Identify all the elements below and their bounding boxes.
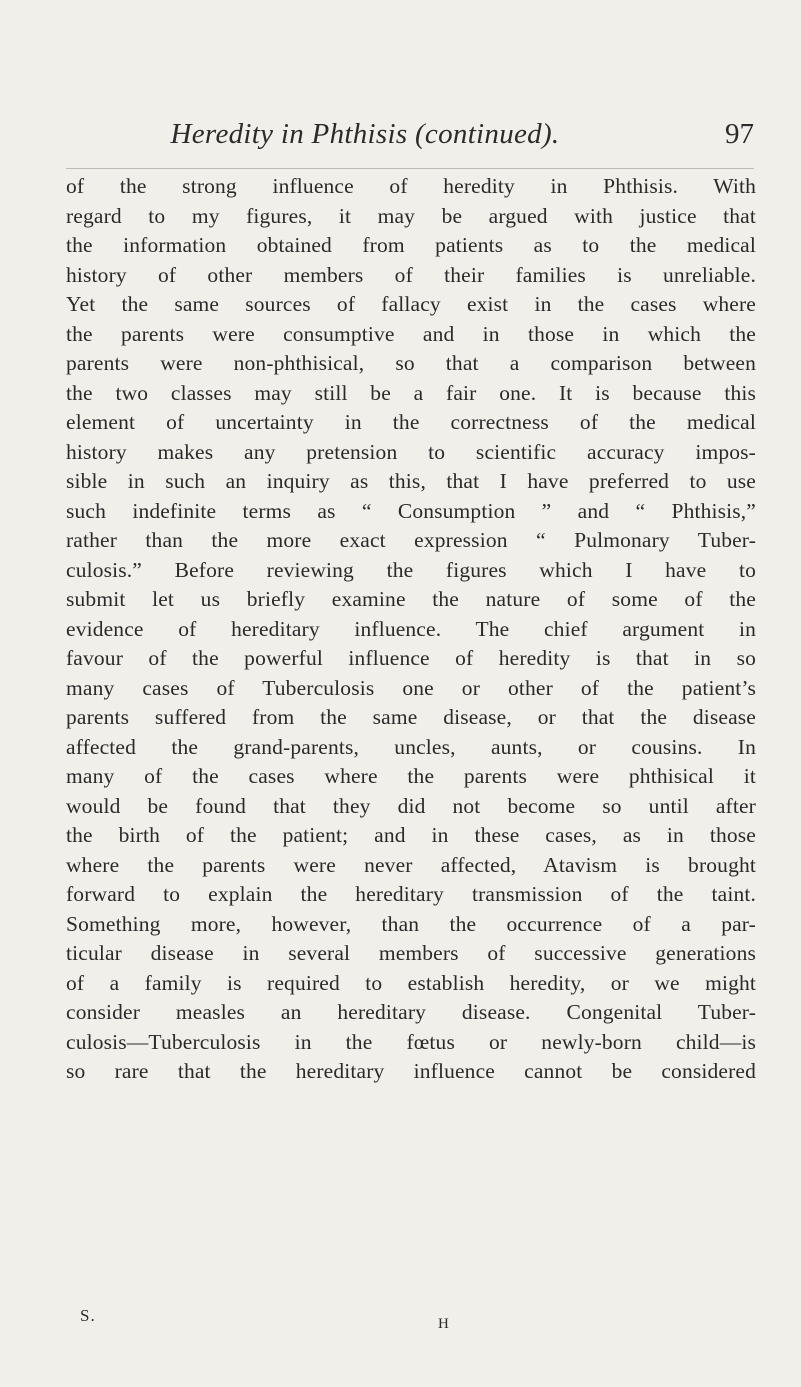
text-line: consider measles an hereditary disease. Congenital Tuber- [66, 1000, 756, 1024]
text-line: parents suffered from the same disease, or that the disease [66, 705, 756, 729]
header-rule [66, 168, 754, 169]
text-line: element of uncertainty in the correctness of the medical [66, 410, 756, 434]
running-title: Heredity in Phthisis (continued). [170, 118, 560, 150]
text-line: of a family is required to establish heredity, or we might [66, 970, 756, 995]
text-line: Something more, however, than the occurrence of a par- [66, 911, 756, 936]
text-line: culosis—Tuberculosis in the fœtus or newly-born child—is [66, 1029, 756, 1054]
text-line: many of the cases where the parents were phthisical it [66, 764, 756, 788]
text-line: history of other members of their families is unreliable. [66, 262, 756, 287]
body-text [66, 172, 756, 1087]
running-head [64, 118, 754, 158]
text-line: affected the grand-parents, uncles, aunts, or cousins. In [66, 734, 756, 759]
text-line: the birth of the patient; and in these cases, as in those [66, 823, 756, 847]
text-line: evidence of hereditary influence. The chief argument in [66, 616, 756, 641]
text-line: where the parents were never affected, Atavism is brought [66, 852, 756, 877]
signature-letter: H [438, 1316, 449, 1332]
text-line: ticular disease in several members of successive generations [66, 941, 756, 965]
text-line: the two classes may still be a fair one. It is because this [66, 380, 756, 405]
text-line: forward to explain the hereditary transmission of the taint. [66, 882, 756, 906]
text-line: history makes any pretension to scientific accuracy impos- [66, 439, 756, 464]
page-footer [66, 1306, 756, 1336]
text-line: favour of the powerful influence of heredity is that in so [66, 646, 756, 670]
text-line: Yet the same sources of fallacy exist in the cases where [66, 292, 756, 316]
signature-mark: S. [80, 1306, 96, 1325]
text-line: so rare that the hereditary influence cannot be considered [66, 1059, 756, 1083]
text-line: of the strong influence of heredity in Phthisis. With [66, 174, 756, 198]
text-line: many cases of Tuberculosis one or other of the patient’s [66, 675, 756, 700]
text-line: would be found that they did not become so until after [66, 793, 756, 818]
text-line: sible in such an inquiry as this, that I have preferred to use [66, 469, 756, 493]
text-line: culosis.” Before reviewing the figures which I have to [66, 557, 756, 582]
page-number: 97 [725, 118, 754, 150]
text-line: submit let us briefly examine the nature of some of the [66, 587, 756, 611]
text-line: parents were non-phthisical, so that a comparison between [66, 351, 756, 375]
text-line: such indefinite terms as “ Consumption ” and “ Phthisis,” [66, 498, 756, 523]
text-line: rather than the more exact expression “ Pulmonary Tuber- [66, 528, 756, 552]
text-line: the parents were consumptive and in those in which the [66, 321, 756, 346]
text-line: regard to my figures, it may be argued with justice that [66, 203, 756, 228]
text-line: the information obtained from patients as to the medical [66, 233, 756, 257]
